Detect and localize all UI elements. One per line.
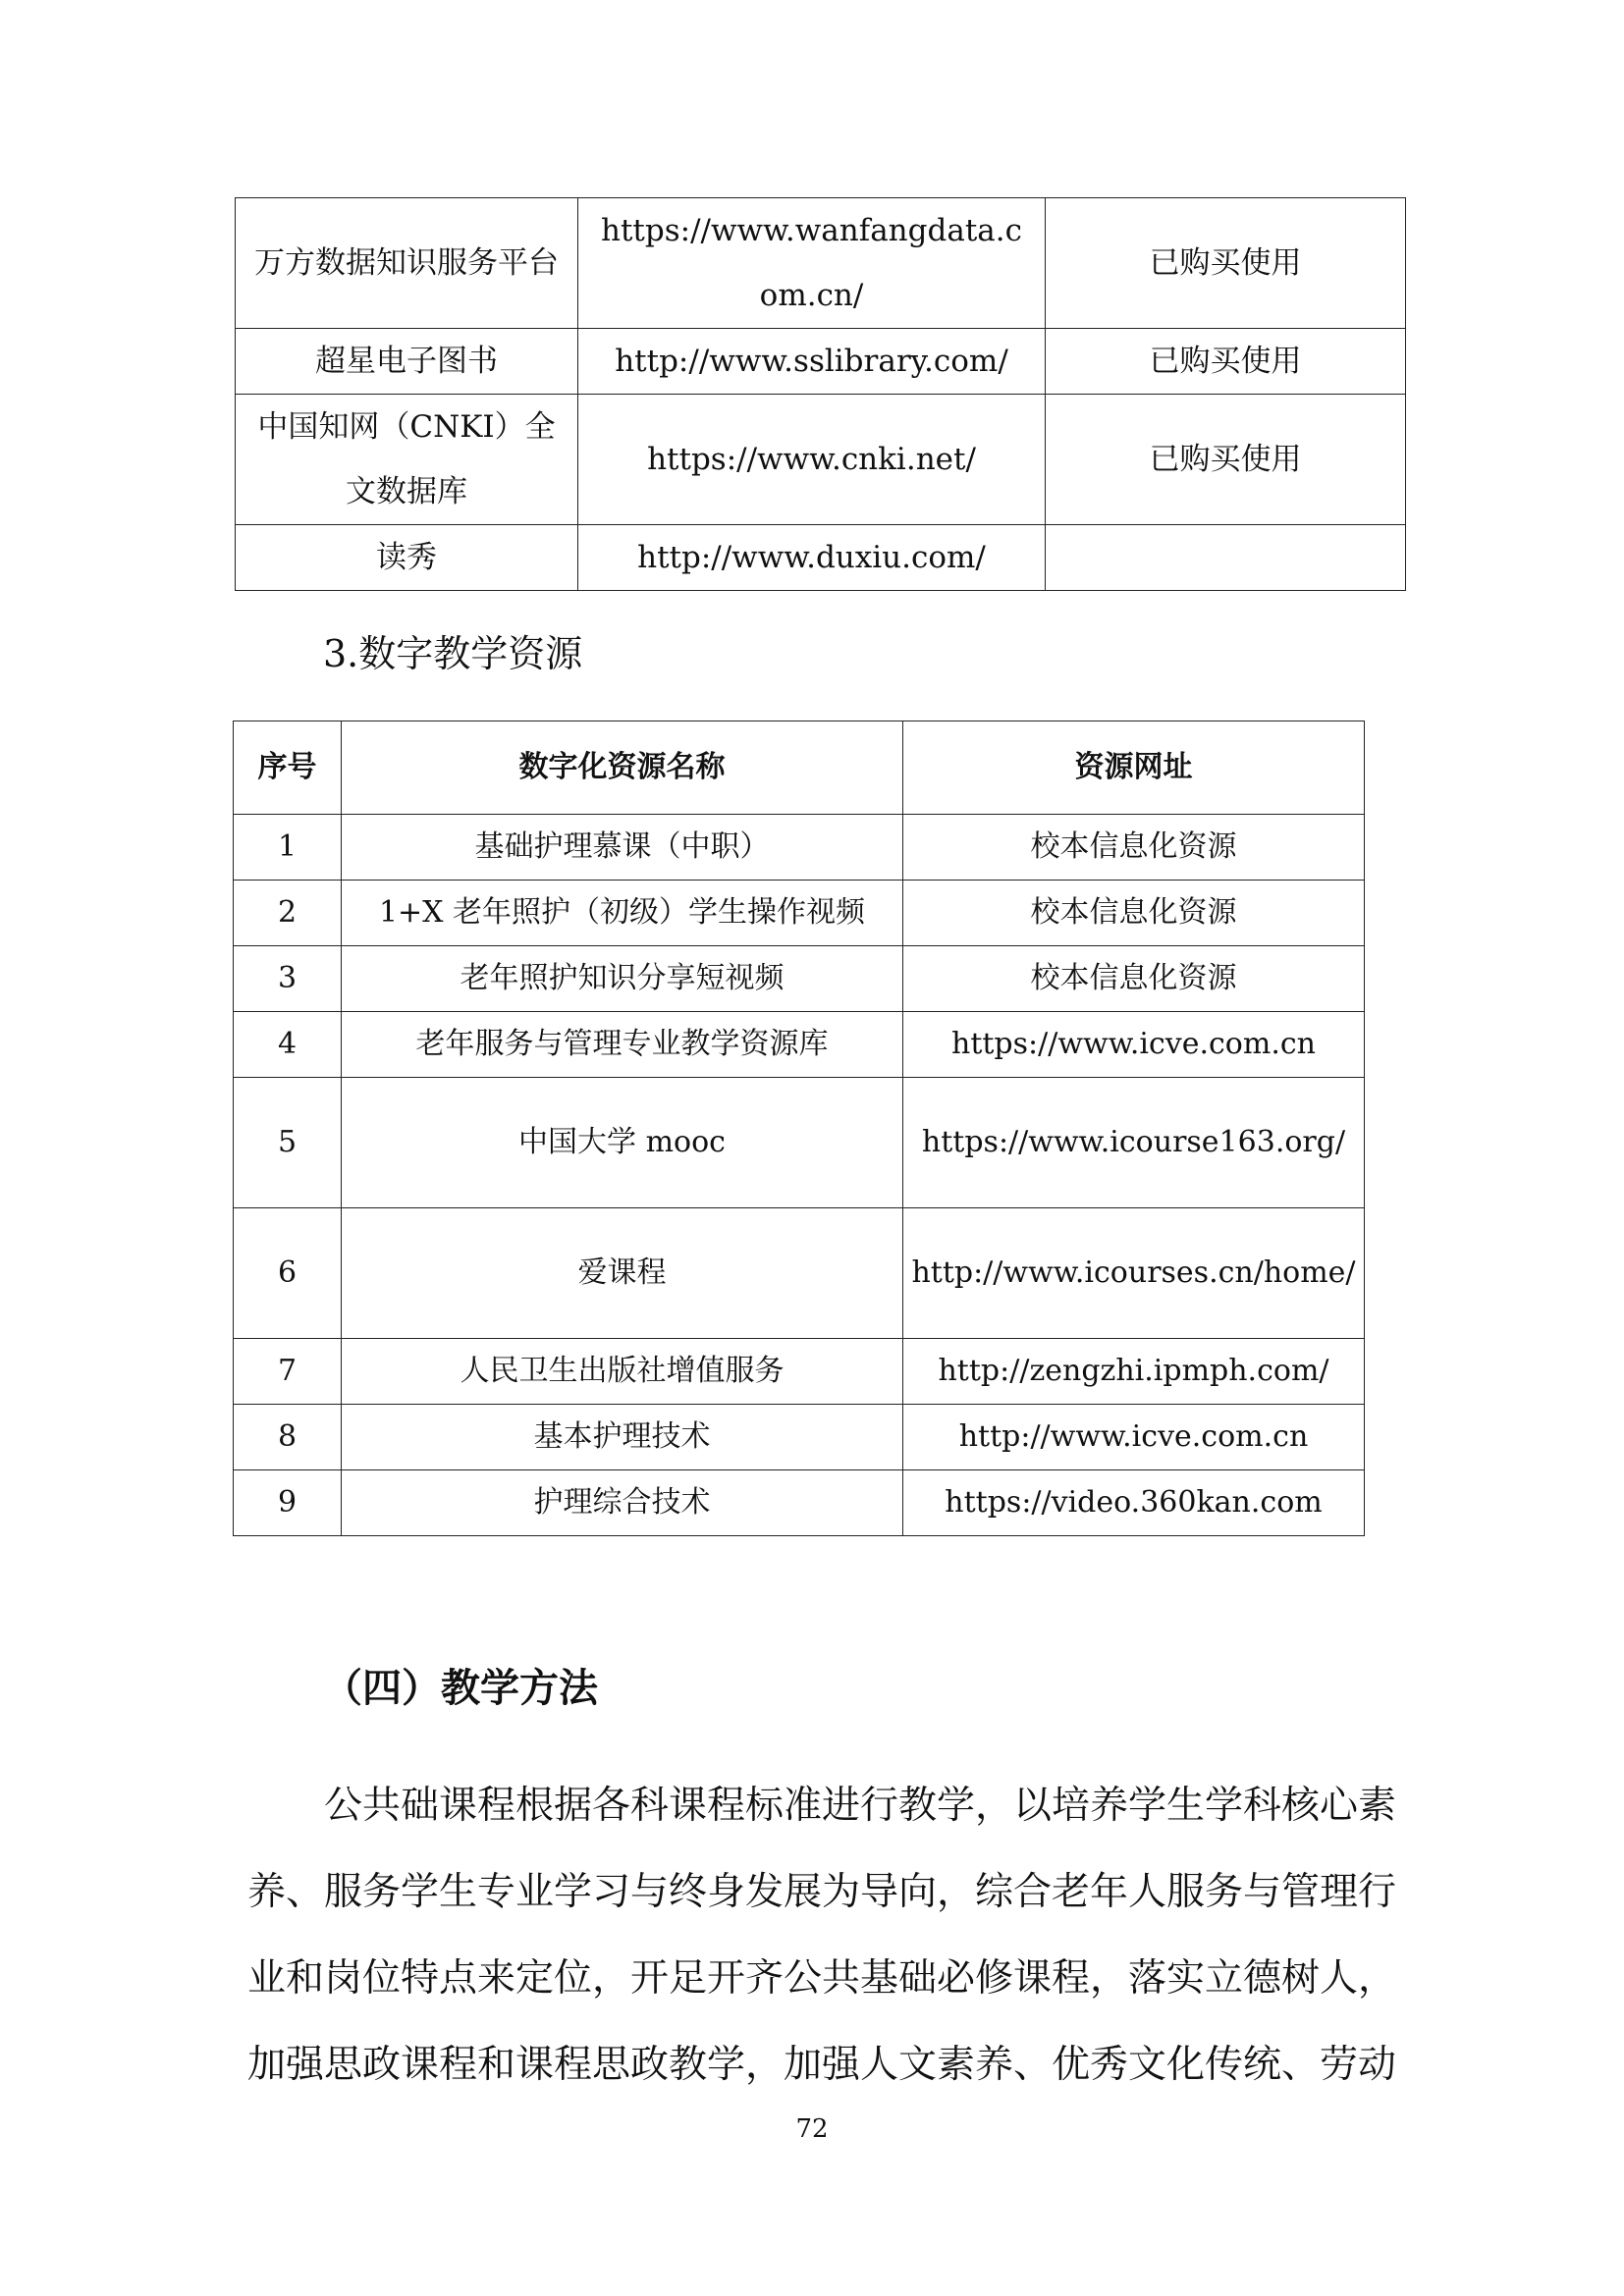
- table-row: [234, 1405, 1365, 1470]
- database-status: 已购买使用: [1046, 329, 1406, 395]
- body-paragraph: 公共础课程根据各科课程标准进行教学，以培养学生学科核心素养、服务学生专业学习与终身发展为导向，综合老年人服务与管理行业和岗位特点来定位，开足开齐公共基础必修课程，落实立德树人，加强思政课程和课程思政教学，加强人文素养、优秀文化传统、劳动: [247, 1784, 1397, 2087]
- database-url: https://www.wanfangdata.com.cn/: [578, 198, 1046, 329]
- resource-number: 8: [234, 1405, 342, 1470]
- table-row: [234, 946, 1365, 1012]
- table-row: [234, 1078, 1365, 1208]
- resource-url: http://zengzhi.ipmph.com/: [903, 1339, 1365, 1405]
- resource-url: https://www.icve.com.cn: [903, 1012, 1365, 1078]
- resource-table: [233, 721, 1365, 1536]
- database-name: 超星电子图书: [236, 329, 578, 395]
- section-title-teaching-methods: （四）教学方法: [323, 1666, 598, 1711]
- resource-number: 7: [234, 1339, 342, 1405]
- table-row: [234, 815, 1365, 881]
- database-table: [235, 197, 1406, 591]
- database-url: https://www.cnki.net/: [578, 395, 1046, 525]
- table-row: [236, 329, 1406, 395]
- database-name: 中国知网（CNKI）全文数据库: [236, 395, 578, 525]
- database-name: 读秀: [236, 525, 578, 591]
- table-row: [234, 1339, 1365, 1405]
- table-row: [236, 525, 1406, 591]
- resource-number: 9: [234, 1470, 342, 1536]
- table-row: [234, 1208, 1365, 1339]
- page-number: 72: [795, 2114, 829, 2144]
- table-header-row: [234, 721, 1365, 815]
- table-row: [236, 198, 1406, 329]
- resource-number: 1: [234, 815, 342, 881]
- resource-name: 老年照护知识分享短视频: [342, 946, 903, 1012]
- resource-url: https://www.icourse163.org/: [903, 1078, 1365, 1208]
- resource-url: 校本信息化资源: [903, 946, 1365, 1012]
- database-url: http://www.sslibrary.com/: [578, 329, 1046, 395]
- database-url: http://www.duxiu.com/: [578, 525, 1046, 591]
- resource-name: 爱课程: [342, 1208, 903, 1339]
- database-status: [1046, 525, 1406, 591]
- resource-name: 1+X 老年照护（初级）学生操作视频: [342, 881, 903, 946]
- resource-number: 5: [234, 1078, 342, 1208]
- resource-name: 中国大学 mooc: [342, 1078, 903, 1208]
- column-header-number: 序号: [234, 721, 342, 815]
- resource-name: 老年服务与管理专业教学资源库: [342, 1012, 903, 1078]
- subheading-digital-resources: 3.数字教学资源: [323, 632, 583, 675]
- resource-name: 人民卫生出版社增值服务: [342, 1339, 903, 1405]
- resource-url: https://video.360kan.com: [903, 1470, 1365, 1536]
- resource-name: 基础护理慕课（中职）: [342, 815, 903, 881]
- database-status: 已购买使用: [1046, 395, 1406, 525]
- table-row: [234, 1470, 1365, 1536]
- resource-url: 校本信息化资源: [903, 881, 1365, 946]
- table-row: [234, 1012, 1365, 1078]
- column-header-name: 数字化资源名称: [342, 721, 903, 815]
- resource-number: 6: [234, 1208, 342, 1339]
- resource-url: http://www.icve.com.cn: [903, 1405, 1365, 1470]
- table-row: [236, 395, 1406, 525]
- database-status: 已购买使用: [1046, 198, 1406, 329]
- table-row: [234, 881, 1365, 946]
- database-name: 万方数据知识服务平台: [236, 198, 578, 329]
- resource-number: 2: [234, 881, 342, 946]
- resource-number: 4: [234, 1012, 342, 1078]
- resource-name: 护理综合技术: [342, 1470, 903, 1536]
- resource-number: 3: [234, 946, 342, 1012]
- column-header-url: 资源网址: [903, 721, 1365, 815]
- resource-url: http://www.icourses.cn/home/: [903, 1208, 1365, 1339]
- resource-url: 校本信息化资源: [903, 815, 1365, 881]
- resource-name: 基本护理技术: [342, 1405, 903, 1470]
